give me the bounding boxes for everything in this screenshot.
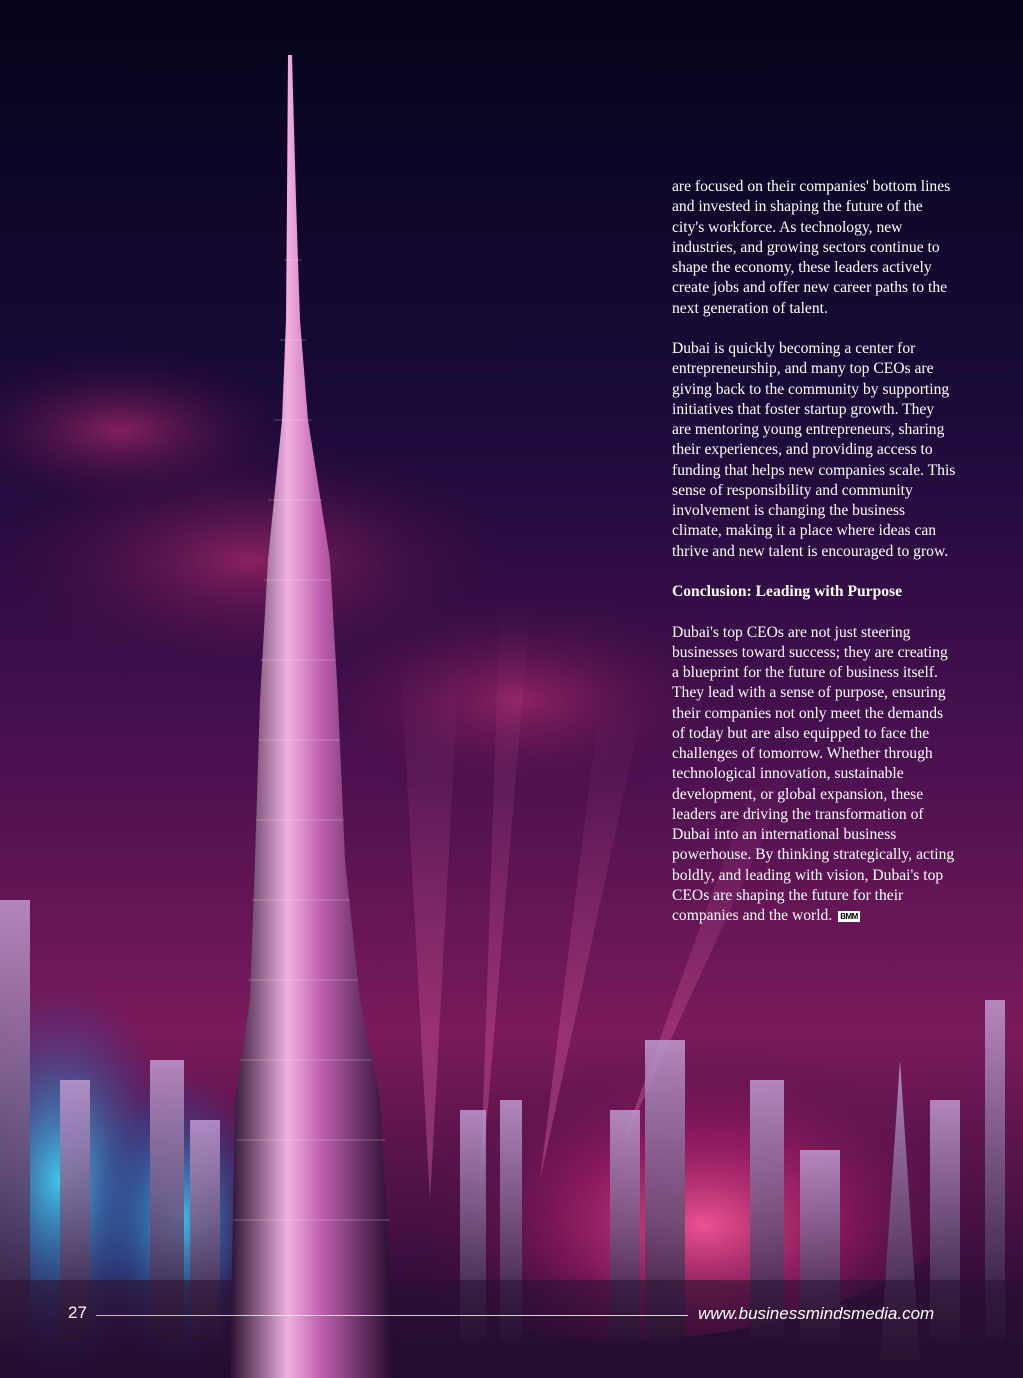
article-body [672,177,957,947]
end-of-article-logo-icon: BMM [840,911,858,921]
footer-divider [96,1315,688,1316]
article-paragraph: are focused on their companies' bottom lines and invested in shaping the future of the city's workforce. As technology, new industries, and growing sectors continue to shape the economy, these leaders actively create jobs and offer new career paths to the next generation of talent. [672,178,951,317]
section-heading: Conclusion: Leading with Purpose [672,583,903,600]
article-paragraph-text: Dubai's top CEOs are not just steering businesses toward success; they are creating a blueprint for the future of business itself. They lead with a sense of purpose, ensuring their companies not only meet the demands of today but are also equipped to face the challenges of tomorrow. Whether through technological innovation, sustainable development, or global expansion, these leaders are driving the transformation of Dubai into an international business powerhouse. By thinking strategically, acting boldly, and leading with vision, Dubai's top CEOs are shaping the future for their companies and the world. [672,623,955,924]
page-number: 27 [68,1303,87,1322]
footer-website-link[interactable]: www.businessmindsmedia.com [698,1304,935,1323]
article-paragraph: Dubai is quickly becoming a center for entrepreneurship, and many top CEOs are giving back to the community by supporting initiatives that foster startup growth. They are mentoring young entrepreneurs, sharing their experiences, and providing access to funding that helps new companies scale. This sense of responsibility and community involvement is changing the business climate, making it a place where ideas can thrive and new talent is encouraged to grow. [672,340,956,560]
article-paragraph [672,623,957,927]
